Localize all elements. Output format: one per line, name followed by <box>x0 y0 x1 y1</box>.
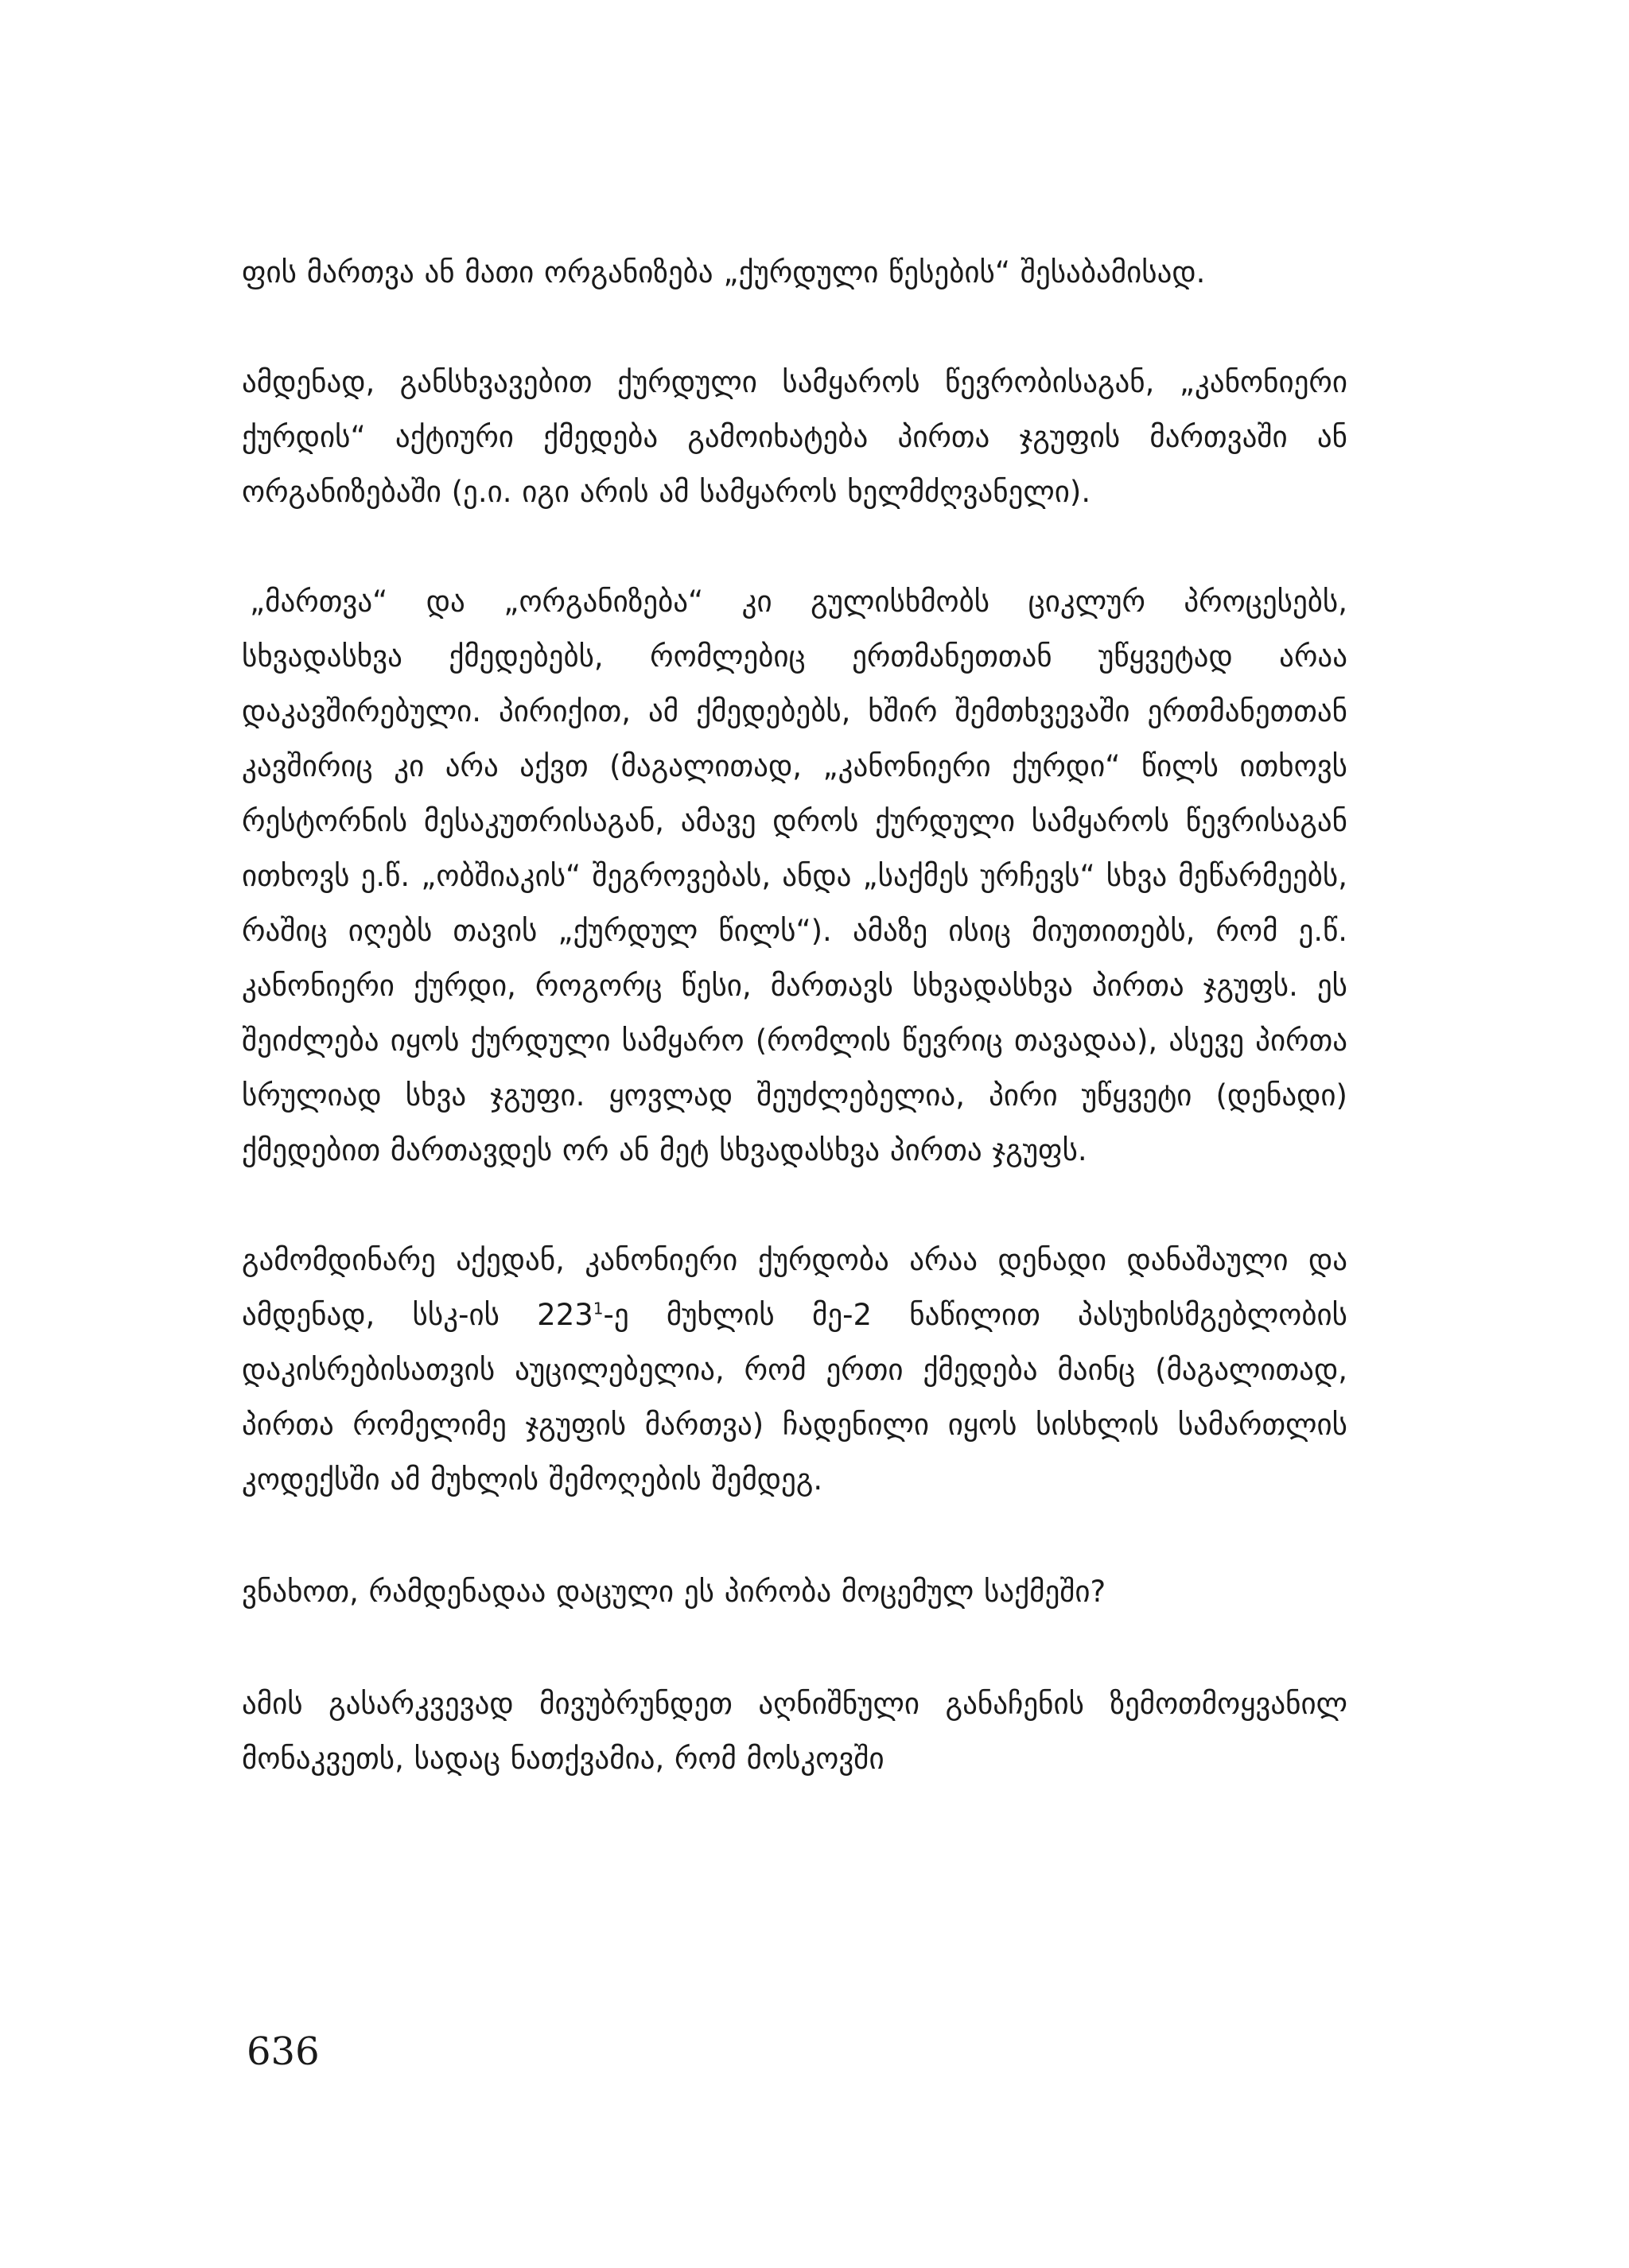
document-body <box>242 245 1347 1786</box>
paragraph-4 <box>242 1233 1347 1507</box>
paragraph-3: „მართვა“ და „ორგანიზება“ კი გულისხმობს ციკლურ პროცესებს, სხვადასხვა ქმედებებს, რომლებიც ერთმანეთთან უწყვეტად არაა დაკავშირებული. პირიქით, ამ ქმედებებს, ხშირ შემთხვევაში ერთმანეთთან კავშირიც კი არა აქვთ (მაგალითად, „კანონიერი ქურდი“ წილს ითხოვს რესტორნის მესაკუთრისაგან, ამავე დროს ქურდული სამყაროს წევრისაგან ითხოვს ე.წ. „ობშიაკის“ შეგროვებას, ანდა „საქმეს ურჩევს“ სხვა მეწარმეებს, რაშიც იღებს თავის „ქურდულ წილს“). ამაზე ისიც მიუთითებს, რომ ე.წ. კანონიერი ქურდი, როგორც წესი, მართავს სხვადასხვა პირთა ჯგუფს. ეს შეიძლება იყოს ქურდული სამყარო (რომლის წევრიც თავადაა), ასევე პირთა სრულიად სხვა ჯგუფი. ყოვლად შეუძლებელია, პირი უწყვეტი (დენადი) ქმედებით მართავდეს ორ ან მეტ სხვადასხვა პირთა ჯგუფს. <box>242 584 1347 1167</box>
paragraph-6: ამის გასარკვევად მივუბრუნდეთ აღნიშნული განაჩენის ზემოთმოყვანილ მონაკვეთს, სადაც ნათქვამია, რომ მოსკოვში <box>242 1687 1347 1776</box>
paragraph-4-start: გამომდინარე აქედან, კანონიერი ქურდობა არაა დენადი დანაშაული და ამდენად, სსკ-ის 223 <box>242 1243 1347 1332</box>
page-number: 636 <box>247 2029 320 2074</box>
footnote-superscript: 1 <box>593 1299 604 1318</box>
paragraph-1: ფის მართვა ან მათი ორგანიზება „ქურდული წესების“ შესაბამისად. <box>242 255 1206 289</box>
paragraph-4-end: -ე მუხლის მე-2 ნაწილით პასუხისმგებლობის დაკისრებისათვის აუცილებელია, რომ ერთი ქმედება მაინც (მაგალითად, პირთა რომელიმე ჯგუფის მართვა) ჩადენილი იყოს სისხლის სამართლის კოდექსში ამ მუხლის შემოღების შემდეგ. <box>242 1298 1347 1497</box>
paragraph-2: ამდენად, განსხვავებით ქურდული სამყაროს წევრობისაგან, „კანონიერი ქურდის“ აქტიური ქმედება გამოიხატება პირთა ჯგუფის მართვაში ან ორგანიზებაში (ე.ი. იგი არის ამ სამყაროს ხელმძღვანელი). <box>242 365 1347 509</box>
paragraph-5: ვნახოთ, რამდენადაა დაცული ეს პირობა მოცემულ საქმეში? <box>242 1575 1106 1609</box>
